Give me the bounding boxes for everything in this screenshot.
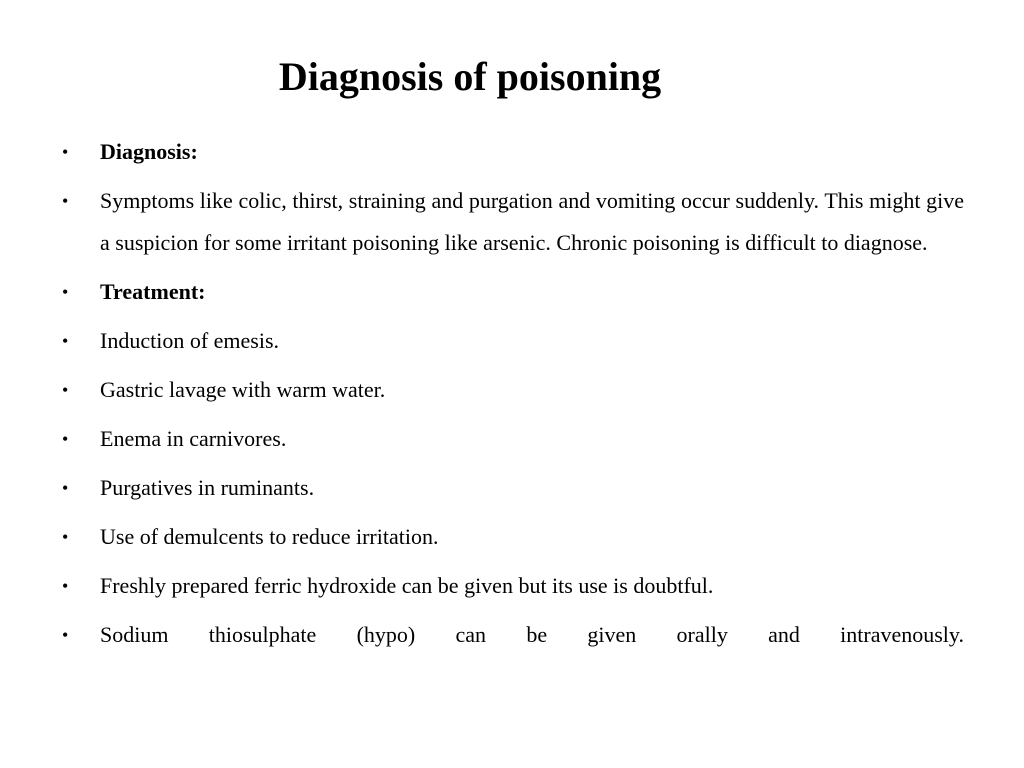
bullet-text: Treatment:	[100, 279, 206, 304]
bullet-text: Symptoms like colic, thirst, straining and purgation and vomiting occur suddenly. This might give a suspicion for some irritant poisoning like arsenic. Chronic poisoning is difficult to diagnose.	[100, 188, 964, 255]
slide-title: Diagnosis of poisoning	[278, 54, 662, 99]
bullet-text: Diagnosis:	[100, 139, 198, 164]
bullet-text: Enema in carnivores.	[100, 426, 287, 451]
bullet-icon: •	[62, 380, 69, 400]
bullet-text: Use of demulcents to reduce irritation.	[100, 524, 439, 549]
bullet-item-symptoms	[62, 180, 964, 264]
bullet-item-diagnosis-heading	[62, 131, 964, 173]
bullet-text: Purgatives in ruminants.	[100, 475, 315, 500]
bullet-icon: •	[62, 429, 69, 449]
bullet-icon: •	[62, 527, 69, 547]
bullet-icon: •	[62, 191, 69, 211]
bullet-text: Freshly prepared ferric hydroxide can be given but its use is doubtful.	[100, 573, 714, 598]
bullet-icon: •	[62, 576, 69, 596]
bullet-text: Sodium thiosulphate (hypo) can be given orally and intravenously.	[100, 622, 964, 647]
bullet-text: Induction of emesis.	[100, 328, 280, 353]
bullet-icon: •	[62, 331, 69, 351]
bullet-item-enema	[62, 418, 964, 460]
bullet-item-gastric-lavage	[62, 369, 964, 411]
bullet-icon: •	[62, 625, 69, 645]
bullet-item-demulcents	[62, 516, 964, 558]
bullet-icon: •	[62, 478, 69, 498]
bullet-text: Gastric lavage with warm water.	[100, 377, 386, 402]
bullet-list	[62, 131, 964, 663]
bullet-item-sodium-thiosulphate	[62, 614, 964, 656]
bullet-item-purgatives	[62, 467, 964, 509]
bullet-item-emesis	[62, 320, 964, 362]
bullet-item-ferric-hydroxide	[62, 565, 964, 607]
bullet-icon: •	[62, 142, 69, 162]
bullet-icon: •	[62, 282, 69, 302]
bullet-item-treatment-heading	[62, 271, 964, 313]
